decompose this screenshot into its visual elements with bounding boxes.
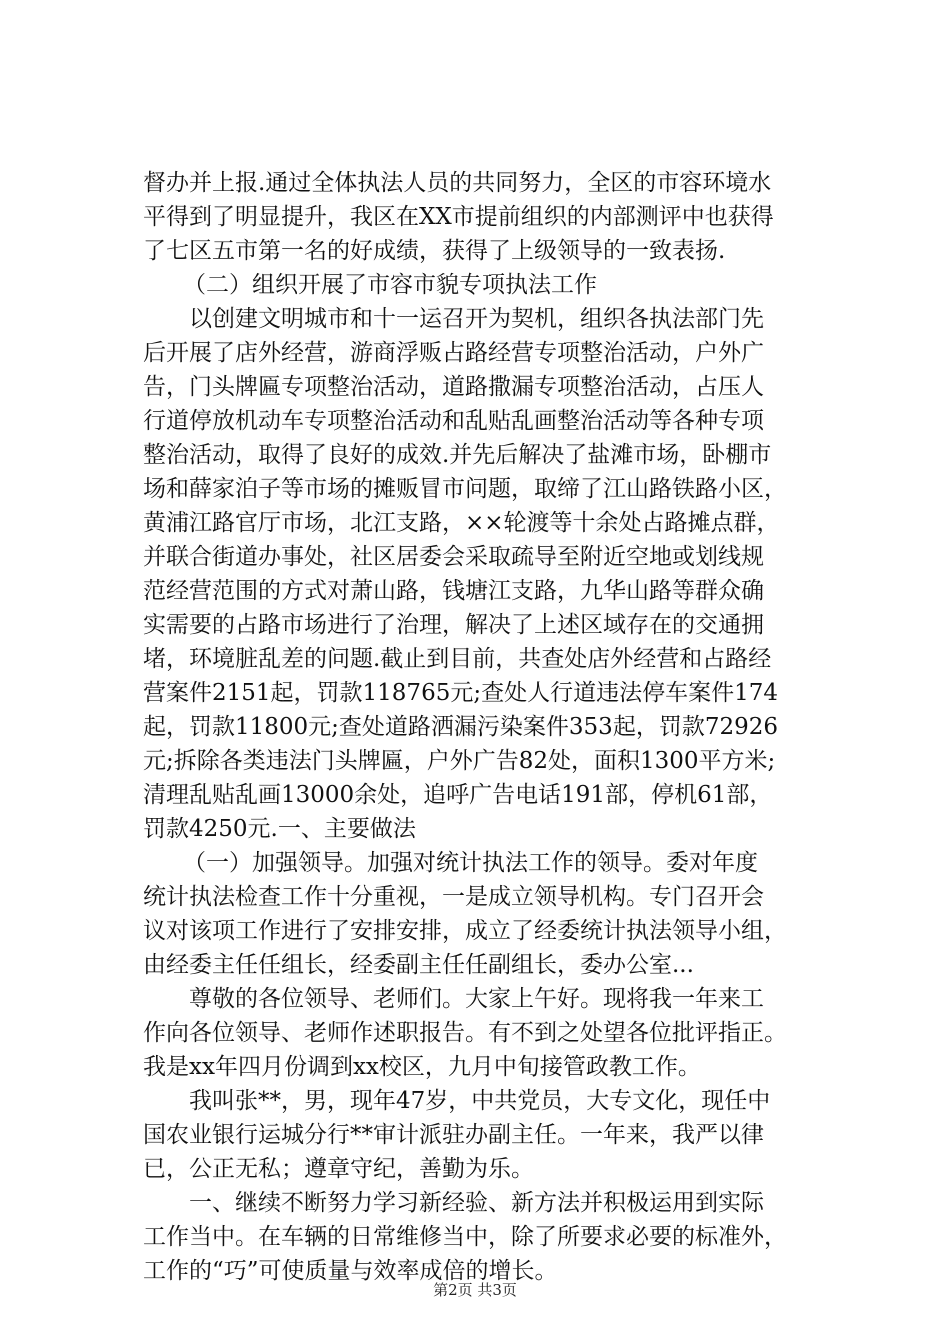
- text-line: 督办并上报.通过全体执法人员的共同努力，全区的市容环境水: [143, 170, 772, 196]
- text-line: 后开展了店外经营，游商浮贩占路经营专项整治活动，户外广: [143, 340, 764, 366]
- text-line: 行道停放机动车专项整治活动和乱贴乱画整治活动等各种专项: [143, 408, 764, 434]
- text-line: 清理乱贴乱画13000余处，追呼广告电话191部，停机61部，: [143, 782, 773, 808]
- paragraph-first-line: 尊敬的各位领导、老师们。大家上午好。现将我一年来工: [189, 986, 764, 1012]
- paragraph-first-line: 以创建文明城市和十一运召开为契机，组织各执法部门先: [189, 306, 764, 332]
- paragraph-first-line: 我叫张**，男，现年47岁，中共党员，大专文化，现任中: [189, 1088, 771, 1114]
- text-line: 堵，环境脏乱差的问题.截止到目前，共查处店外经营和占路经: [143, 646, 772, 672]
- text-line: 营案件2151起，罚款118765元;查处人行道违法停车案件174: [143, 680, 778, 706]
- text-line: 作向各位领导、老师作述职报告。有不到之处望各位批评指正。: [143, 1020, 787, 1046]
- text-line: 范经营范围的方式对萧山路，钱塘江支路，九华山路等群众确: [143, 578, 764, 604]
- text-line: 议对该项工作进行了安排安排，成立了经委统计执法领导小组，: [143, 918, 787, 944]
- paragraph-first-line: （一）加强领导。加强对统计执法工作的领导。委对年度: [183, 850, 758, 876]
- text-line: 罚款4250元.一、主要做法: [143, 816, 416, 842]
- text-line: 国农业银行运城分行**审计派驻办副主任。一年来，我严以律: [143, 1122, 764, 1148]
- text-line: 统计执法检查工作十分重视，一是成立领导机构。专门召开会: [143, 884, 764, 910]
- text-line: 告，门头牌匾专项整治活动，道路撒漏专项整治活动，占压人: [143, 374, 764, 400]
- text-line: 平得到了明显提升，我区在XX市提前组织的内部测评中也获得: [143, 204, 774, 230]
- document-body: [143, 166, 833, 1288]
- text-line: 实需要的占路市场进行了治理，解决了上述区域存在的交通拥: [143, 612, 764, 638]
- text-line: 工作当中。在车辆的日常维修当中，除了所要求必要的标准外，: [143, 1224, 787, 1250]
- text-line: 并联合街道办事处，社区居委会采取疏导至附近空地或划线规: [143, 544, 764, 570]
- text-line: 已，公正无私；遵章守纪，善勤为乐。: [143, 1156, 534, 1182]
- text-line: 场和薛家泊子等市场的摊贩冒市问题，取缔了江山路铁路小区，: [143, 476, 787, 502]
- paragraph-first-line: 一、继续不断努力学习新经验、新方法并积极运用到实际: [189, 1190, 764, 1216]
- text-line: 了七区五市第一名的好成绩，获得了上级领导的一致表扬.: [143, 238, 726, 264]
- text-line: 整治活动，取得了良好的成效.并先后解决了盐滩市场，卧棚市: [143, 442, 772, 468]
- page-footer: 第2页 共3页: [433, 1281, 517, 1299]
- text-line: 元;拆除各类违法门头牌匾，户外广告82处，面积1300平方米;: [143, 748, 776, 774]
- text-line: 黄浦江路官厅市场，北江支路，××轮渡等十余处占路摊点群，: [143, 510, 780, 536]
- text-line: 工作的“巧”可使质量与效率成倍的增长。: [143, 1258, 558, 1284]
- text-line: 起，罚款11800元;查处道路洒漏污染案件353起，罚款72926: [143, 714, 778, 740]
- section-heading: （二）组织开展了市容市貌专项执法工作: [183, 272, 597, 298]
- text-line: 我是xx年四月份调到xx校区，九月中旬接管政教工作。: [143, 1054, 701, 1080]
- text-line: 由经委主任任组长，经委副主任任副组长，委办公室...: [143, 952, 694, 978]
